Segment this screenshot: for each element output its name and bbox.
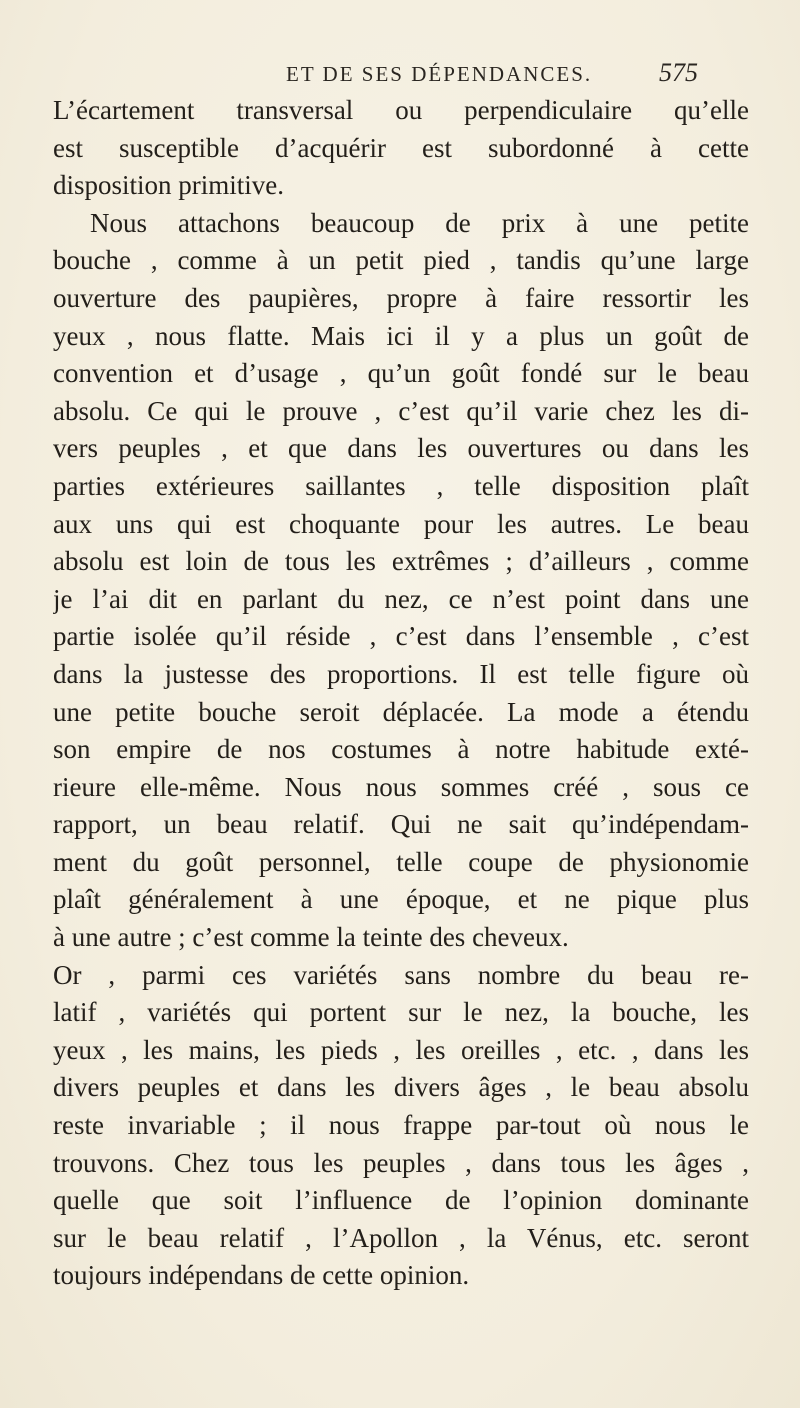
text-line: ouverture des paupières, propre à faire ressortir les (53, 282, 749, 313)
text-line: convention et d’usage , qu’un goût fondé sur le beau (53, 358, 749, 389)
body-text (53, 92, 749, 1295)
text-line: je l’ai dit en parlant du nez, ce n’est point dans une (53, 583, 749, 614)
text-line: trouvons. Chez tous les peuples , dans tous les âges , (53, 1147, 749, 1178)
text-line: rapport, un beau relatif. Qui ne sait qu’indépendam- (53, 809, 749, 840)
text-line: son empire de nos costumes à notre habitude exté- (53, 734, 749, 765)
text-line: bouche , comme à un petit pied , tandis qu’une large (53, 245, 749, 276)
text-line: sur le beau relatif , l’Apollon , la Vénus, etc. seront (53, 1222, 749, 1253)
text-line: est susceptible d’acquérir est subordonné à cette (53, 132, 749, 163)
text-line: quelle que soit l’influence de l’opinion dominante (53, 1185, 749, 1216)
text-line: parties extérieures saillantes , telle disposition plaît (53, 470, 749, 501)
text-line: reste invariable ; il nous frappe par-tout où nous le (53, 1110, 749, 1141)
text-line: aux uns qui est choquante pour les autres. Le beau (53, 508, 749, 539)
text-line: yeux , nous flatte. Mais ici il y a plus un goût de (53, 320, 749, 351)
text-line: Or , parmi ces variétés sans nombre du beau re- (53, 959, 749, 990)
text-line: disposition primitive. (53, 170, 285, 201)
text-line: rieure elle-même. Nous nous sommes créé , sous ce (53, 771, 749, 802)
text-line: divers peuples et dans les divers âges , le beau absolu (53, 1072, 749, 1103)
running-title: ET DE SES DÉPENDANCES. (286, 62, 593, 86)
text-line: L’écartement transversal ou perpendiculaire qu’elle (53, 95, 749, 125)
text-line: toujours indépendans de cette opinion. (53, 1260, 470, 1291)
text-line: dans la justesse des proportions. Il est telle figure où (53, 658, 749, 689)
text-line: plaît généralement à une époque, et ne pique plus (53, 884, 749, 915)
text-line: yeux , les mains, les pieds , les oreilles , etc. , dans les (53, 1034, 749, 1065)
text-line: vers peuples , et que dans les ouvertures ou dans les (53, 433, 749, 464)
page-number: 575 (659, 58, 698, 87)
text-line: à une autre ; c’est comme la teinte des cheveux. (53, 922, 569, 953)
text-line: absolu est loin de tous les extrêmes ; d’ailleurs , comme (53, 546, 749, 577)
text-line: ment du goût personnel, telle coupe de physionomie (53, 846, 749, 877)
text-line: partie isolée qu’il réside , c’est dans l’ensemble , c’est (53, 621, 749, 652)
text-line: absolu. Ce qui le prouve , c’est qu’il varie chez les di- (53, 395, 749, 426)
text-line: latif , variétés qui portent sur le nez, la bouche, les (53, 997, 749, 1028)
text-line: une petite bouche seroit déplacée. La mode a étendu (53, 696, 749, 727)
text-line: Nous attachons beaucoup de prix à une petite (90, 207, 749, 238)
